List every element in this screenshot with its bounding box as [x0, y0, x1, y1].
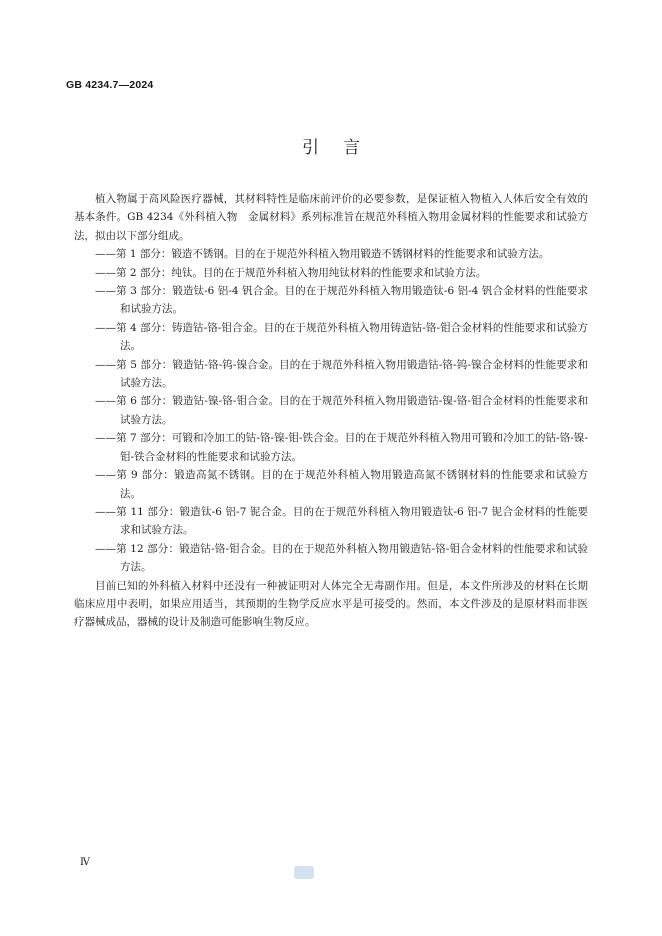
page-number: Ⅳ	[80, 857, 90, 868]
list-item-part-5: ——第 5 部分：锻造钴-铬-钨-镍合金。目的在于规范外科植入物用锻造钴-铬-钨-镍合金材料的性能要求和试验方法。	[95, 358, 588, 390]
list-item-part-9: ——第 9 部分：锻造高氮不锈钢。目的在于规范外科植入物用锻造高氮不锈钢材料的性能要求和试验方法。	[95, 469, 588, 500]
intro-paragraph: 植入物属于高风险医疗器械，其材料特性是临床前评价的必要参数，是保证植入物植入人体后安全有效的基本条件。GB 4234《外科植入物 金属材料》系列标准旨在规范外科植入物用金属材料的性能要求和试验方法，拟由以下部分组成。	[74, 193, 588, 242]
list-item-part-7: ——第 7 部分：可锻和冷加工的钴-铬-镍-钼-铁合金。目的在于规范外科植入物用可锻和冷加工的钴-铬-镍-钼-铁合金材料的性能要求和试验方法。	[95, 432, 588, 463]
page-title: 引言	[302, 138, 384, 158]
standard-code: GB 4234.7—2024	[66, 79, 154, 91]
list-item-part-3: ——第 3 部分：锻造钛-6 铝-4 钒合金。目的在于规范外科植入物用锻造钛-6 铝-4 钒合金材料的性能要求和试验方法。	[95, 285, 588, 316]
document-body	[74, 190, 588, 632]
list-item-part-12: ——第 12 部分：锻造钴-铬-钼合金。目的在于规范外科植入物用锻造钴-铬-钼合金材料的性能要求和试验方法。	[95, 542, 588, 574]
list-item-part-6: ——第 6 部分：锻造钴-镍-铬-钼合金。目的在于规范外科植入物用锻造钴-镍-铬-钼合金材料的性能要求和试验方法。	[95, 395, 588, 426]
list-item-part-11: ——第 11 部分：锻造钛-6 铝-7 铌合金。目的在于规范外科植入物用锻造钛-6 铝-7 铌合金材料的性能要求和试验方法。	[95, 505, 588, 537]
watermark-logo	[294, 866, 314, 879]
list-item-part-1: ——第 1 部分：锻造不锈钢。目的在于规范外科植入物用锻造不锈钢材料的性能要求和试验方法。	[95, 248, 550, 261]
closing-paragraph: 目前已知的外科植入材料中还没有一种被证明对人体完全无毒副作用。但是，本文件所涉及的材料在长期临床应用中表明，如果应用适当，其预期的生物学反应水平是可接受的。然而，本文件涉及的是原材料而非医疗器械成品，器械的设计及制造可能影响生物反应。	[74, 579, 588, 629]
list-item-part-4: ——第 4 部分：铸造钴-铬-钼合金。目的在于规范外科植入物用铸造钴-铬-钼合金材料的性能要求和试验方法。	[95, 321, 588, 353]
list-item-part-2: ——第 2 部分：纯钛。目的在于规范外科植入物用纯钛材料的性能要求和试验方法。	[95, 266, 487, 279]
